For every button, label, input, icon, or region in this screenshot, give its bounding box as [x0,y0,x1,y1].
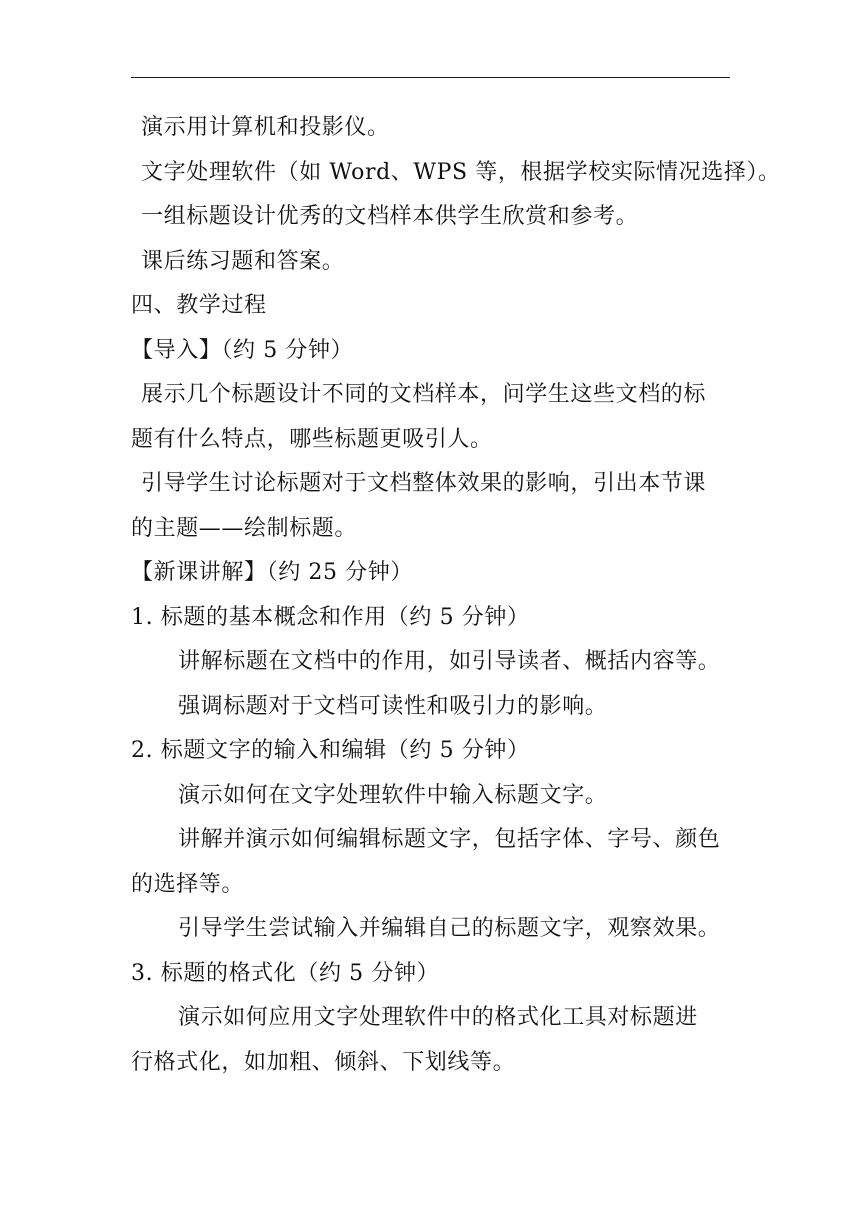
paragraph-line: 讲解并演示如何编辑标题文字，包括字体、字号、颜色 [178,827,721,852]
paragraph-line: 演示如何在文字处理软件中输入标题文字。 [178,783,608,808]
paragraph-line: 的主题——绘制标题。 [131,516,358,541]
paragraph-line: 题有什么特点，哪些标题更吸引人。 [131,427,493,452]
intro-heading: 【导入】（约 5 分钟） [131,338,354,363]
header-rule [131,77,730,78]
paragraph-line: 演示如何应用文字处理软件中的格式化工具对标题进 [178,1005,698,1030]
materials-line-3: 一组标题设计优秀的文档样本供学生欣赏和参考。 [141,204,639,229]
lecture-heading: 【新课讲解】（约 25 分钟） [131,560,413,585]
list-item-heading: 1. 标题的基本概念和作用（约 5 分钟） [131,605,530,630]
materials-line-2: 文字处理软件（如 Word、WPS 等，根据学校实际情况选择）。 [141,160,781,185]
paragraph-line: 的选择等。 [131,872,245,897]
paragraph-line: 引导学生尝试输入并编辑自己的标题文字，观察效果。 [178,916,721,941]
materials-line-1: 演示用计算机和投影仪。 [141,115,390,140]
section-heading: 四、教学过程 [131,293,267,318]
list-item-heading: 3. 标题的格式化（约 5 分钟） [131,961,440,986]
list-item-heading: 2. 标题文字的输入和编辑（约 5 分钟） [131,738,530,763]
paragraph-line: 引导学生讨论标题对于文档整体效果的影响，引出本节课 [141,471,707,496]
paragraph-line: 讲解标题在文档中的作用，如引导读者、概括内容等。 [178,649,721,674]
paragraph-line: 强调标题对于文档可读性和吸引力的影响。 [178,694,608,719]
paragraph-line: 展示几个标题设计不同的文档样本，问学生这些文档的标 [141,382,707,407]
paragraph-line: 行格式化，如加粗、倾斜、下划线等。 [131,1050,516,1075]
materials-line-4: 课后练习题和答案。 [141,249,345,274]
